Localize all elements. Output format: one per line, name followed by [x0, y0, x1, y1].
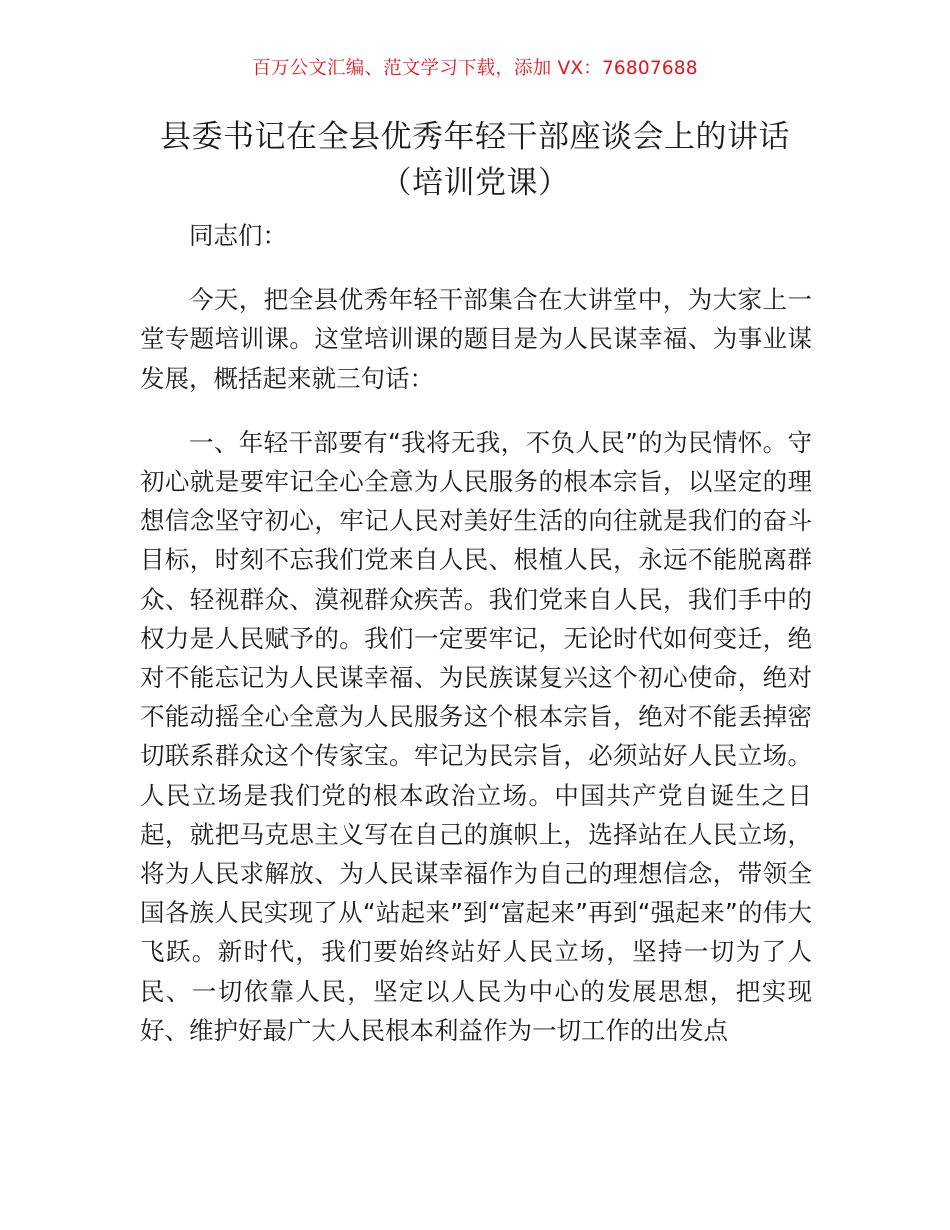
title-line-1: 县委书记在全县优秀年轻干部座谈会上的讲话 [160, 119, 790, 155]
document-title [60, 114, 890, 206]
paragraph-section-1: 一、年轻干部要有“我将无我，不负人民”的为民情怀。守初心就是要牢记全心全意为人民服务的根本宗旨，以坚定的理想信念坚守初心，牢记人民对美好生活的向往就是我们的奋斗目标，时刻不忘我们党来自人民、根植人民，永远不能脱离群众、轻视群众、漠视群众疾苦。我们党来自人民，我们手中的权力是人民赋予的。我们一定要牢记，无论时代如何变迁，绝对不能忘记为人民谋幸福、为民族谋复兴这个初心使命，绝对不能动摇全心全意为人民服务这个根本宗旨，绝对不能丢掉密切联系群众这个传家宝。牢记为民宗旨，必须站好人民立场。人民立场是我们党的根本政治立场。中国共产党自诞生之日起，就把马克思主义写在自己的旗帜上，选择站在人民立场，将为人民求解放、为人民谋幸福作为自己的理想信念，带领全国各族人民实现了从“站起来”到“富起来”再到“强起来”的伟大飞跃。新时代，我们要始终站好人民立场，坚持一切为了人民、一切依靠人民，坚定以人民为中心的发展思想，把实现好、维护好最广大人民根本利益作为一切工作的出发点 [140, 427, 812, 1045]
paragraph-intro: 今天，把全县优秀年轻干部集合在大讲堂中，为大家上一堂专题培训课。这堂培训课的题目是为人民谋幸福、为事业谋发展，概括起来就三句话： [140, 285, 812, 393]
title-line-2: （培训党课） [380, 165, 570, 201]
document-body [140, 216, 812, 1050]
header-banner: 百万公文汇编、范文学习下载，添加 VX：76807688 [252, 58, 698, 79]
greeting: 同志们： [189, 221, 287, 250]
